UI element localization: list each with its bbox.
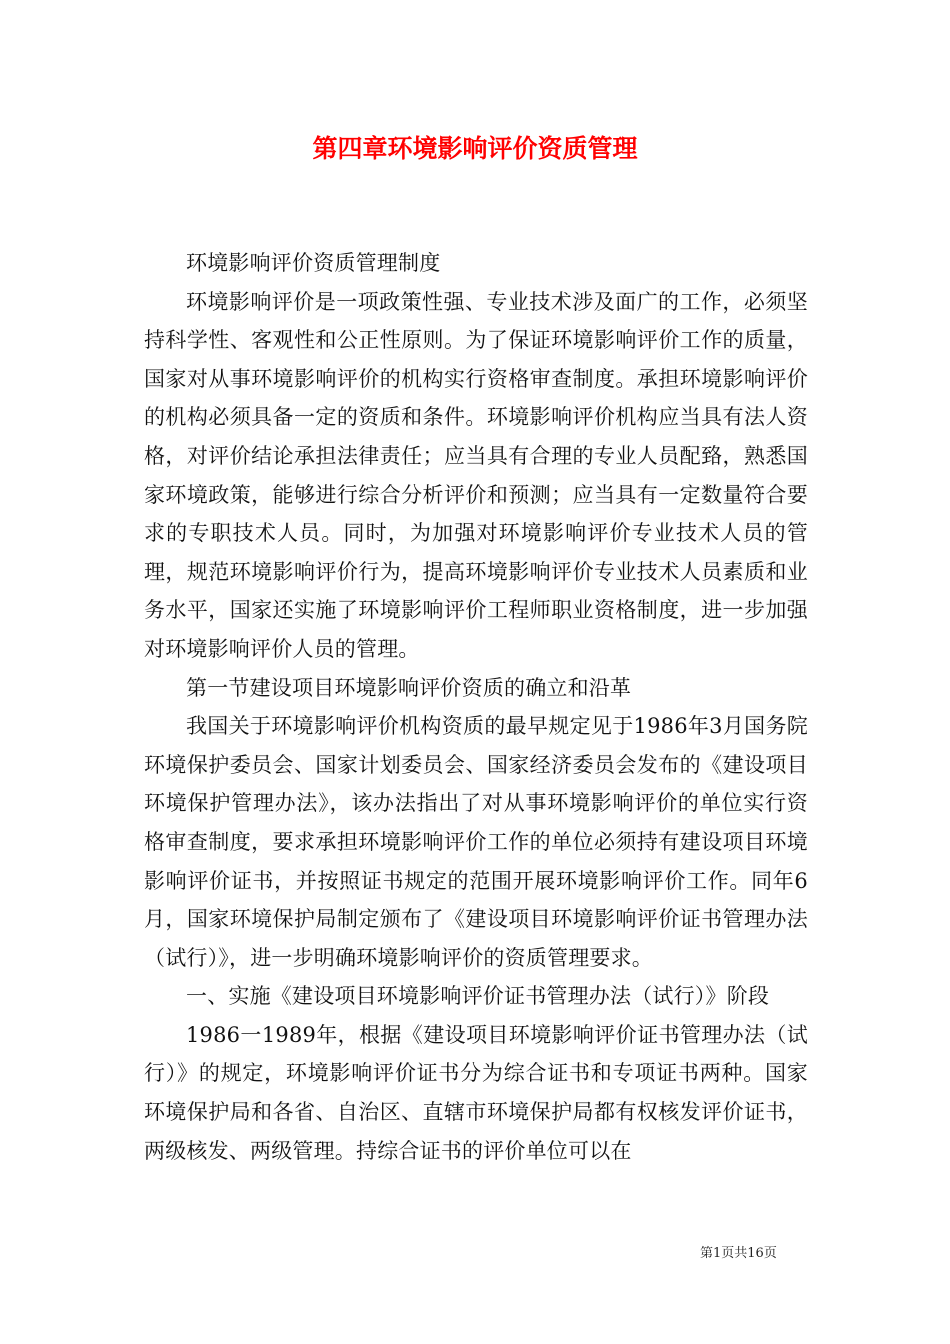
paragraph-history: 我国关于环境影响评价机构资质的最早规定见于1986年3月国务院环境保护委员会、国家计划委员会、国家经济委员会发布的《建设项目环境保护管理办法》，该办法指出了对从事环境影响评价的单位实行资格审查制度，要求承担环境影响评价工作的单位必须持有建设项目环境影响评价证书，并按照证书规定的范围开展环境影响评价工作。同年6月，国家环境保护局制定颁布了《建设项目环境影响评价证书管理办法（试行）》，进一步明确环境影响评价的资质管理要求。: [144, 714, 808, 970]
document-body: [144, 244, 808, 1170]
paragraph-stage-one: 1986一1989年，根据《建设项目环境影响评价证书管理办法（试行）》的规定，环境影响评价证书分为综合证书和专项证书两种。国家环境保护局和各省、自治区、直辖市环境保护局都有权核发评价证书，两级核发、两级管理。持综合证书的评价单位可以在: [144, 1022, 808, 1163]
paragraph-introduction: 环境影响评价是一项政策性强、专业技术涉及面广的工作，必须坚持科学性、客观性和公正性原则。为了保证环境影响评价工作的质量，国家对从事环境影响评价的机构实行资格审查制度。承担环境影响评价的机构必须具备一定的资质和条件。环境影响评价机构应当具有法人资格，对评价结论承担法律责任；应当具有合理的专业人员配臵，熟悉国家环境政策，能够进行综合分析评价和预测；应当具有一定数量符合要求的专职技术人员。同时，为加强对环境影响评价专业技术人员的管理，规范环境影响评价行为，提高环境影响评价专业技术人员素质和业务水平，国家还实施了环境影响评价工程师职业资格制度，进一步加强对环境影响评价人员的管理。: [144, 289, 808, 661]
section-heading-qualification-system: 环境影响评价资质管理制度: [186, 251, 441, 275]
page-number: 第1页共16页: [700, 1246, 777, 1261]
page-title: 第四章环境影响评价资质管理: [312, 134, 638, 163]
subsection-heading-stage-one: 一、实施《建设项目环境影响评价证书管理办法（试行）》阶段: [186, 984, 770, 1009]
section-heading-first-section: 第一节建设项目环境影响评价资质的确立和沿革: [186, 675, 632, 700]
